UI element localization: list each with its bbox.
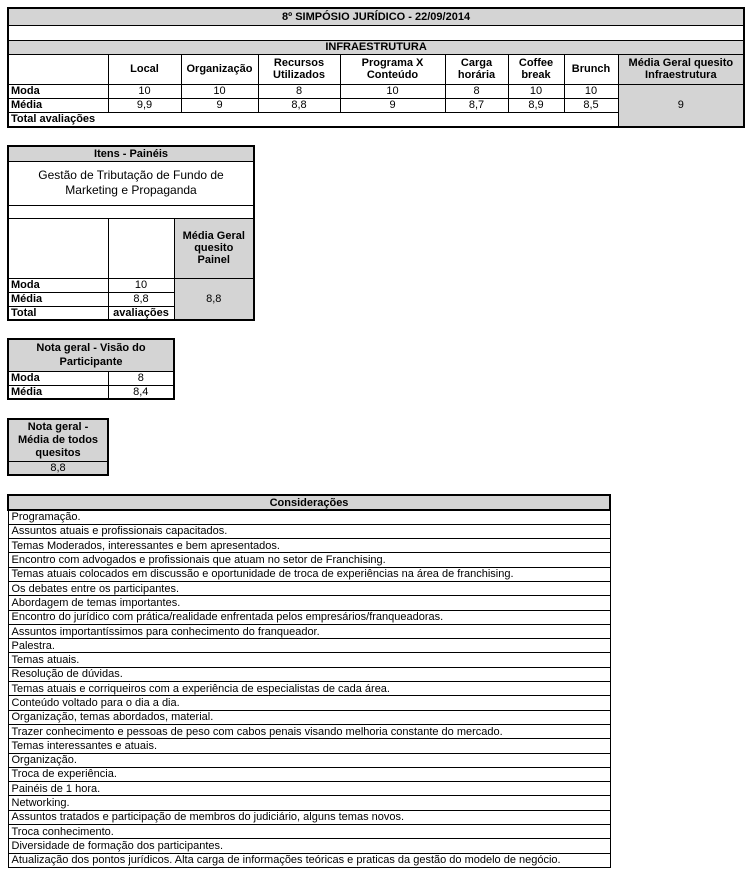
cell-value: 8: [445, 84, 508, 98]
row-label-moda: Moda: [8, 278, 108, 292]
participant-table: [7, 338, 175, 400]
panels-table: [7, 145, 255, 321]
panel-media-value: 8,8: [108, 292, 174, 306]
cell-value: 10: [181, 84, 258, 98]
consideration-item: Assuntos importantíssimos para conhecimento do franqueador.: [8, 624, 610, 638]
avg-infra-value: 9: [618, 84, 744, 127]
cell-value: 8,9: [508, 98, 564, 112]
row-label-total: Total: [8, 306, 108, 320]
consideration-item: Atualização dos pontos jurídicos. Alta carga de informações teóricas e praticas da gestão do modelo de negócio.: [8, 853, 610, 867]
row-label-media: Média: [8, 385, 108, 399]
col-header-coffee: Coffee break: [508, 54, 564, 84]
overall-value: 8,8: [8, 461, 108, 475]
overall-title: Nota geral - Média de todos quesitos: [8, 419, 108, 461]
infrastructure-title: INFRAESTRUTURA: [8, 40, 744, 54]
consideration-item: Os debates entre os participantes.: [8, 581, 610, 595]
consideration-item: Networking.: [8, 796, 610, 810]
consideration-item: Encontro do jurídico com prática/realidade enfrentada pelos empresários/franqueadoras.: [8, 610, 610, 624]
consideration-item: Temas Moderados, interessantes e bem apresentados.: [8, 539, 610, 553]
consideration-item: Organização.: [8, 753, 610, 767]
panel-name: Gestão de Tributação de Fundo de Marketing e Propaganda: [8, 161, 254, 205]
consideration-item: Assuntos tratados e participação de membros do judiciário, alguns temas novos.: [8, 810, 610, 824]
cell-value: 10: [564, 84, 618, 98]
participant-moda-value: 8: [108, 371, 174, 385]
cell-value: 8,8: [258, 98, 340, 112]
cell-value: 9: [340, 98, 445, 112]
avg-panel-value: 8,8: [174, 278, 254, 320]
consideration-item: Trazer conhecimento e pessoas de peso com cabos penais visando melhoria constante do mercado.: [8, 724, 610, 738]
consideration-item: Abordagem de temas importantes.: [8, 596, 610, 610]
panels-title: Itens - Painéis: [8, 146, 254, 161]
participant-title: Nota geral - Visão do Participante: [8, 339, 174, 371]
spacer-row: [8, 25, 744, 40]
col-header-recursos: Recursos Utilizados: [258, 54, 340, 84]
consideration-item: Assuntos atuais e profissionais capacitados.: [8, 524, 610, 538]
spacer-row: [8, 205, 254, 218]
consideration-item: Temas atuais.: [8, 653, 610, 667]
col-header-organizacao: Organização: [181, 54, 258, 84]
cell-value: 10: [340, 84, 445, 98]
col-header-local: Local: [108, 54, 181, 84]
col-header-carga: Carga horária: [445, 54, 508, 84]
consideration-item: Troca conhecimento.: [8, 825, 610, 839]
page-title: 8º SIMPÓSIO JURÍDICO - 22/09/2014: [8, 8, 744, 25]
row-label-media: Média: [8, 292, 108, 306]
col-header-avg-infra: Média Geral quesito Infraestrutura: [618, 54, 744, 84]
col-header-brunch: Brunch: [564, 54, 618, 84]
consideration-item: Conteúdo voltado para o dia a dia.: [8, 696, 610, 710]
consideration-item: Programação.: [8, 510, 610, 524]
consideration-item: Temas interessantes e atuais.: [8, 739, 610, 753]
col-header-programa: Programa X Conteúdo: [340, 54, 445, 84]
cell-value: 10: [508, 84, 564, 98]
empty-cell: [108, 218, 174, 278]
consideration-item: Palestra.: [8, 639, 610, 653]
cell-value: 9,9: [108, 98, 181, 112]
overall-table: [7, 418, 109, 476]
avg-panel-label: Média Geral quesito Painel: [174, 218, 254, 278]
row-label-moda: Moda: [8, 371, 108, 385]
consideration-item: Diversidade de formação dos participantes.: [8, 839, 610, 853]
row-label-media: Média: [8, 98, 108, 112]
row-label-moda: Moda: [8, 84, 108, 98]
consideration-item: Resolução de dúvidas.: [8, 667, 610, 681]
consideration-item: Temas atuais e corriqueiros com a experiência de especialistas de cada área.: [8, 682, 610, 696]
empty-cell: [8, 218, 108, 278]
cell-value: 8,7: [445, 98, 508, 112]
consideration-item: Encontro com advogados e profissionais que atuam no setor de Franchising.: [8, 553, 610, 567]
consideration-item: Troca de experiência.: [8, 767, 610, 781]
consideration-item: Temas atuais colocados em discussão e oportunidade de troca de experiências na área de franchising.: [8, 567, 610, 581]
participant-media-value: 8,4: [108, 385, 174, 399]
row-label-total: Total avaliações: [8, 112, 618, 127]
corner-cell: [8, 54, 108, 84]
consideration-item: Painéis de 1 hora.: [8, 782, 610, 796]
panel-total-value: avaliações: [108, 306, 174, 320]
panel-moda-value: 10: [108, 278, 174, 292]
considerations-title: Considerações: [8, 495, 610, 510]
cell-value: 8,5: [564, 98, 618, 112]
cell-value: 9: [181, 98, 258, 112]
consideration-item: Organização, temas abordados, material.: [8, 710, 610, 724]
infrastructure-table: [7, 7, 745, 128]
considerations-table: [7, 494, 611, 868]
cell-value: 10: [108, 84, 181, 98]
cell-value: 8: [258, 84, 340, 98]
